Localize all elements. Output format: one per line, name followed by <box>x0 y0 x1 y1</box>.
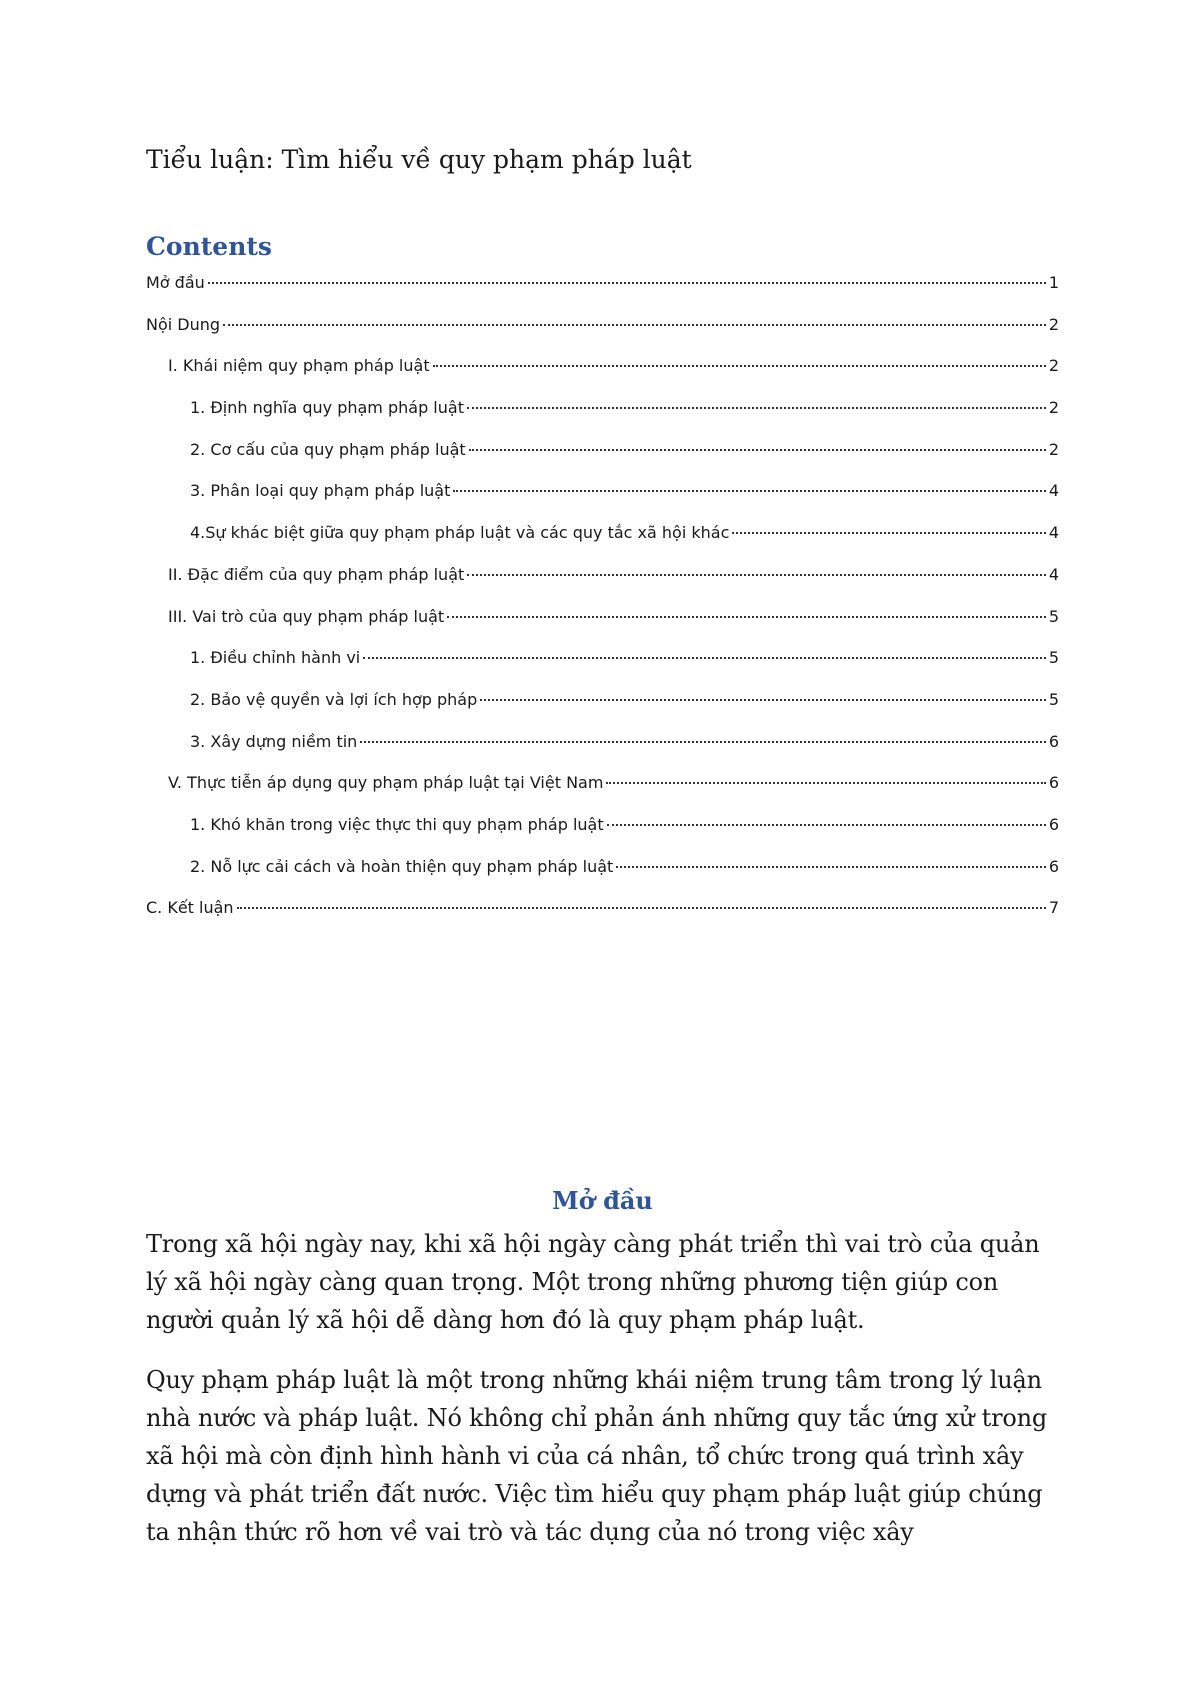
toc-entry-page: 6 <box>1048 773 1059 793</box>
toc-entry-label: III. Vai trò của quy phạm pháp luật <box>168 606 445 626</box>
toc-entry-page: 6 <box>1048 856 1059 876</box>
toc-entry-page: 4 <box>1048 523 1059 543</box>
toc-entry-page: 5 <box>1048 648 1059 668</box>
toc-entry-label: 2. Nỗ lực cải cách và hoàn thiện quy phạm pháp luật <box>190 856 614 876</box>
toc-entry-page: 6 <box>1048 731 1059 751</box>
toc-dot-leader <box>360 741 1046 743</box>
toc-dot-leader <box>453 490 1045 492</box>
table-of-contents <box>146 272 1059 939</box>
toc-entry-label: II. Đặc điểm của quy phạm pháp luật <box>168 564 465 584</box>
toc-entry-page: 4 <box>1048 481 1059 501</box>
toc-dot-leader <box>363 657 1046 659</box>
toc-entry-page: 4 <box>1048 564 1059 584</box>
toc-entry-page: 2 <box>1048 314 1059 334</box>
toc-entry-ket-luan[interactable] <box>146 897 1059 939</box>
toc-entry-page: 5 <box>1048 606 1059 626</box>
intro-paragraph-1: Trong xã hội ngày nay, khi xã hội ngày càng phát triển thì vai trò của quản lý xã hội ngày càng quan trọng. Một trong những phương tiện giúp con người quản lý xã hội dễ dàng hơn đó là quy phạm pháp luật. <box>146 1230 1040 1334</box>
toc-entry-khai-niem[interactable] <box>146 355 1059 397</box>
toc-dot-leader <box>467 574 1046 576</box>
toc-entry-page: 2 <box>1048 398 1059 418</box>
toc-entry-label: 1. Khó khăn trong việc thực thi quy phạm pháp luật <box>190 814 604 834</box>
toc-entry-label: 3. Phân loại quy phạm pháp luật <box>190 481 451 501</box>
toc-entry-page: 7 <box>1048 898 1059 918</box>
toc-entry-label: C. Kết luận <box>146 898 234 918</box>
toc-dot-leader <box>732 532 1045 534</box>
document-title: Tiểu luận: Tìm hiểu về quy phạm pháp luật <box>146 145 692 174</box>
toc-entry-label: I. Khái niệm quy phạm pháp luật <box>168 356 430 376</box>
toc-entry-label: 1. Định nghĩa quy phạm pháp luật <box>190 398 464 418</box>
toc-entry-vai-tro[interactable] <box>146 606 1059 648</box>
toc-dot-leader <box>467 407 1046 409</box>
toc-dot-leader <box>469 449 1046 451</box>
intro-paragraph-2: Quy phạm pháp luật là một trong những khái niệm trung tâm trong lý luận nhà nước và pháp luật. Nó không chỉ phản ánh những quy tắc ứng xử trong xã hội mà còn định hình hành vi của cá nhân, tổ chức trong quá trình xây dựng và phát triển đất nước. Việc tìm hiểu quy phạm pháp luật giúp chúng ta nhận thức rõ hơn về vai trò và tác dụng của nó trong việc xây <box>146 1366 1048 1546</box>
toc-dot-leader <box>616 866 1046 868</box>
toc-dot-leader <box>447 616 1046 618</box>
toc-entry-label: 2. Cơ cấu của quy phạm pháp luật <box>190 439 466 459</box>
toc-entry-phan-loai[interactable] <box>146 480 1059 522</box>
toc-entry-label: Mở đầu <box>146 273 205 292</box>
toc-dot-leader <box>480 699 1046 701</box>
toc-heading: Contents <box>146 232 273 261</box>
toc-entry-label: 1. Điều chỉnh hành vi <box>190 648 361 668</box>
toc-entry-no-luc[interactable] <box>146 856 1059 898</box>
toc-entry-page: 6 <box>1048 814 1059 834</box>
toc-entry-label: 3. Xây dựng niềm tin <box>190 731 358 751</box>
toc-entry-su-khac-biet[interactable] <box>146 522 1059 564</box>
toc-entry-bao-ve[interactable] <box>146 689 1059 731</box>
toc-dot-leader <box>606 782 1045 784</box>
toc-entry-dinh-nghia[interactable] <box>146 397 1059 439</box>
toc-entry-page: 2 <box>1048 356 1059 376</box>
toc-entry-xay-dung[interactable] <box>146 731 1059 773</box>
toc-entry-noi-dung[interactable] <box>146 314 1059 356</box>
toc-dot-leader <box>607 824 1046 826</box>
toc-dot-leader <box>433 365 1046 367</box>
toc-entry-label: 2. Bảo vệ quyền và lợi ích hợp pháp <box>190 689 478 709</box>
toc-dot-leader <box>237 907 1046 909</box>
toc-entry-page: 2 <box>1048 439 1059 459</box>
toc-entry-label: Nội Dung <box>146 314 221 334</box>
toc-entry-dac-diem[interactable] <box>146 564 1059 606</box>
toc-entry-kho-khan[interactable] <box>146 814 1059 856</box>
toc-entry-dieu-chinh[interactable] <box>146 647 1059 689</box>
toc-entry-page: 1 <box>1048 273 1059 292</box>
toc-entry-mo-dau[interactable] <box>146 272 1059 314</box>
toc-dot-leader <box>223 324 1046 326</box>
toc-entry-label: V. Thực tiễn áp dụng quy phạm pháp luật tại Việt Nam <box>168 773 604 793</box>
toc-dot-leader <box>208 282 1046 284</box>
section-heading-mo-dau: Mở đầu <box>552 1186 653 1215</box>
toc-entry-co-cau[interactable] <box>146 439 1059 481</box>
toc-entry-page: 5 <box>1048 689 1059 709</box>
toc-entry-thuc-tien[interactable] <box>146 772 1059 814</box>
toc-entry-label: 4.Sự khác biệt giữa quy phạm pháp luật và các quy tắc xã hội khác <box>190 523 730 543</box>
